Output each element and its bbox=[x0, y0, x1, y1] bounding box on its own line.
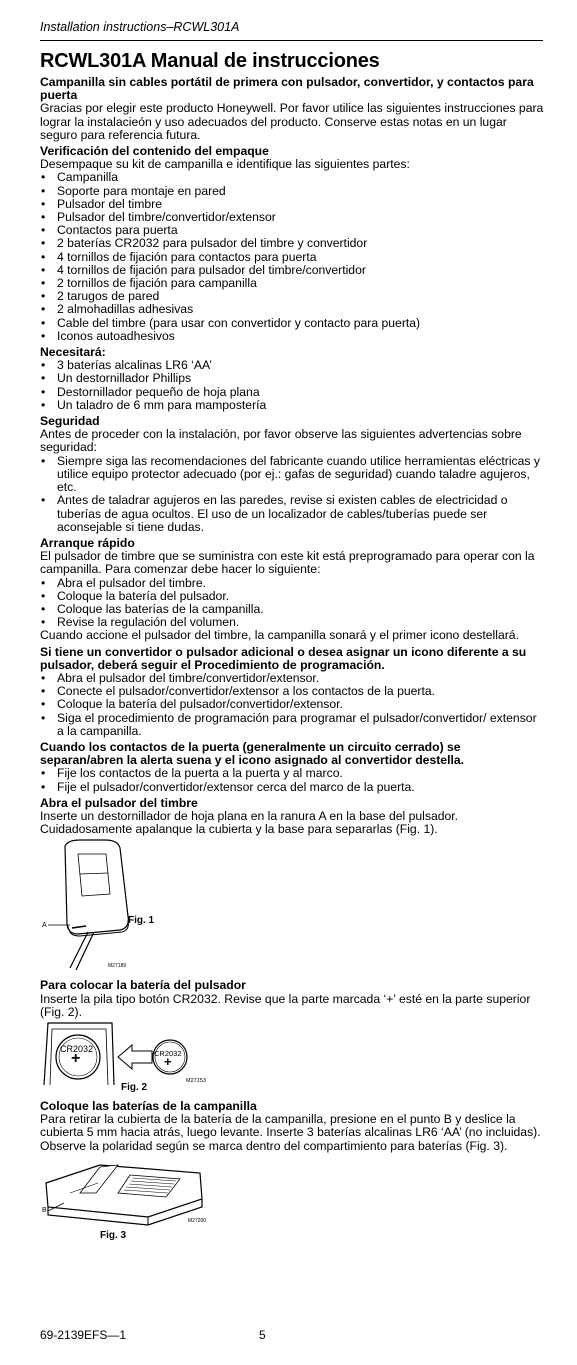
document-body bbox=[40, 73, 545, 1245]
list-item: • Coloque la batería del pulsador. bbox=[40, 590, 545, 603]
list-item: • 3 baterías alcalinas LR6 ‘AA’ bbox=[40, 359, 545, 372]
list-item: • Abra el pulsador del timbre/convertidor/extensor. bbox=[40, 672, 545, 685]
plus-mark: + bbox=[71, 1049, 81, 1067]
figure-2 bbox=[40, 1019, 545, 1097]
list-item: • Revise la regulación del volumen. bbox=[40, 616, 545, 629]
list-item: • Un destornillador Phillips bbox=[40, 372, 545, 385]
header-rule bbox=[40, 40, 543, 41]
list-item: • Pulsador del timbre bbox=[40, 198, 545, 211]
list-item: • Campanilla bbox=[40, 171, 545, 184]
list-item: • Soporte para montaje en pared bbox=[40, 185, 545, 198]
safety-text: Antes de proceder con la instalación, por favor observe las siguientes advertencias sobre seguridad: bbox=[40, 427, 522, 455]
plus-mark-2: + bbox=[164, 1053, 172, 1069]
list-item: • Fije los contactos de la puerta a la puerta y al marco. bbox=[40, 767, 545, 780]
contents-list bbox=[40, 171, 545, 343]
safety-list bbox=[40, 455, 545, 534]
fig-1-label: Fig. 1 bbox=[128, 915, 155, 927]
battery-heading: Para colocar la batería del pulsador bbox=[40, 978, 246, 993]
fig-1-code: M27189 bbox=[108, 963, 127, 970]
footer-page-number: 5 bbox=[259, 1328, 266, 1342]
footer-doc-number: 69-2139EFS—1 bbox=[40, 1328, 127, 1342]
fig-2-label: Fig. 2 bbox=[121, 1081, 148, 1093]
figure-3 bbox=[40, 1153, 545, 1245]
needs-heading: Necesitará: bbox=[40, 345, 106, 360]
list-item: • 2 baterías CR2032 para pulsador del timbre y convertidor bbox=[40, 237, 545, 250]
list-item: • 2 tornillos de fijación para campanilla bbox=[40, 277, 545, 290]
coin-cell-label-2: CR2032 bbox=[154, 1048, 182, 1058]
list-item: • 4 tornillos de fijación para contactos para puerta bbox=[40, 251, 545, 264]
list-item: • Destornillador pequeño de hoja plana bbox=[40, 386, 545, 399]
list-item: • Contactos para puerta bbox=[40, 224, 545, 237]
list-item: • 2 tarugos de pared bbox=[40, 290, 545, 303]
intro-subtitle: Campanilla sin cables portátil de primera con pulsador, convertidor, y contactos para puerta bbox=[40, 75, 534, 103]
list-item: • 2 almohadillas adhesivas bbox=[40, 303, 545, 316]
list-item: • Abra el pulsador del timbre. bbox=[40, 577, 545, 590]
list-item: • Antes de taladrar agujeros en las paredes, revise si existen cables de electricidad o tuberías de agua ocultos. El uso de un localizador de cables/tuberías puede ser aconsejable si tiene dudas. bbox=[40, 494, 545, 534]
list-item: • Pulsador del timbre/convertidor/extensor bbox=[40, 211, 545, 224]
chime-text: Para retirar la cubierta de la batería de la campanilla, presione en el punto B y deslice la cubierta 5 mm hacia atrás, luego levante. Inserte 3 baterías alcalinas LR6 ‘AA’ (no incluidas). Observe la polaridad según se marca dentro del compartimiento para baterías (Fig. 3). bbox=[40, 1112, 541, 1153]
open-heading: Abra el pulsador del timbre bbox=[40, 795, 198, 810]
needs-list bbox=[40, 359, 545, 412]
list-item: • Conecte el pulsador/convertidor/extensor a los contactos de la puerta. bbox=[40, 685, 545, 698]
list-item: • Coloque las baterías de la campanilla. bbox=[40, 603, 545, 616]
list-item: • 4 tornillos de fijación para pulsador del timbre/convertidor bbox=[40, 264, 545, 277]
contents-heading: Verificación del contenido del empaque bbox=[40, 144, 269, 159]
intro-text: Gracias por elegir este producto Honeywell. Por favor utilice las siguientes instrucciones para lograr la instalacieón y uso adecuados del producto. Conserve estas notas en un lugar seguro para referencia futura. bbox=[40, 101, 544, 142]
fig-3-code: M27200 bbox=[188, 1217, 207, 1224]
list-item: • Iconos autoadhesivos bbox=[40, 330, 545, 343]
quickstart-text: El pulsador de timbre que se suministra con este kit está preprogramado para operar con la campanilla. Para comenzar debe hacer lo siguiente: bbox=[40, 549, 535, 577]
list-item: • Siempre siga las recomendaciones del fabricante cuando utilice herramientas eléctricas y utilice equipo protector adecuado (por ej.: gafas de seguridad) cuando taladre agujeros, etc. bbox=[40, 455, 545, 495]
list-item: • Cable del timbre (para usar con convertidor y contacto para puerta) bbox=[40, 317, 545, 330]
fig-3-label: Fig. 3 bbox=[100, 1229, 127, 1241]
contents-text: Desempaque su kit de campanilla e identifique las siguientes partes: bbox=[40, 157, 410, 172]
converter-heading: Si tiene un convertidor o pulsador adicional o desea asignar un icono diferente a su pulsador, deberá seguir el Procedimiento de programación. bbox=[40, 644, 527, 672]
pushbutton-illustration bbox=[40, 836, 240, 976]
list-item: • Coloque la batería del pulsador/convertidor/extensor. bbox=[40, 698, 545, 711]
quickstart-list bbox=[40, 577, 545, 630]
converter-list bbox=[40, 672, 545, 738]
callout-b: B bbox=[42, 1206, 47, 1214]
coin-cell-label: CR2032 bbox=[60, 1043, 94, 1054]
callout-a: A bbox=[42, 922, 47, 930]
chime-heading: Coloque las baterías de la campanilla bbox=[40, 1098, 257, 1113]
running-header: Installation instructions–RCWL301A bbox=[40, 20, 240, 34]
list-item: • Fije el pulsador/convertidor/extensor cerca del marco de la puerta. bbox=[40, 781, 545, 794]
list-item: • Siga el procedimiento de programación para programar el pulsador/convertidor/ extensor a la campanilla. bbox=[40, 712, 545, 738]
door-heading: Cuando los contactos de la puerta (generalmente un circuito cerrado) se separan/abren la alerta suena y el icono asignado al convertidor destella. bbox=[40, 739, 465, 768]
quickstart-heading: Arranque rápido bbox=[40, 535, 135, 550]
fig-2-code: M27153 bbox=[186, 1077, 206, 1084]
quickstart-after: Cuando accione el pulsador del timbre, la campanilla sonará y el primer icono destellará. bbox=[40, 628, 519, 643]
list-item: • Un taladro de 6 mm para mampostería bbox=[40, 399, 545, 412]
figure-1 bbox=[40, 836, 545, 976]
chime-illustration bbox=[40, 1153, 240, 1245]
open-text: Inserte un destornillador de hoja plana en la ranura A en la base del pulsador. Cuidadosamente apalanque la cubierta y la base para separarlas (Fig. 1). bbox=[40, 808, 459, 837]
page-title: RCWL301A Manual de instrucciones bbox=[40, 50, 380, 72]
battery-text: Inserte la pila tipo botón CR2032. Revise que la parte marcada ‘+’ esté en la parte superior (Fig. 2). bbox=[40, 991, 531, 1019]
door-list bbox=[40, 767, 545, 793]
safety-heading: Seguridad bbox=[40, 414, 100, 429]
